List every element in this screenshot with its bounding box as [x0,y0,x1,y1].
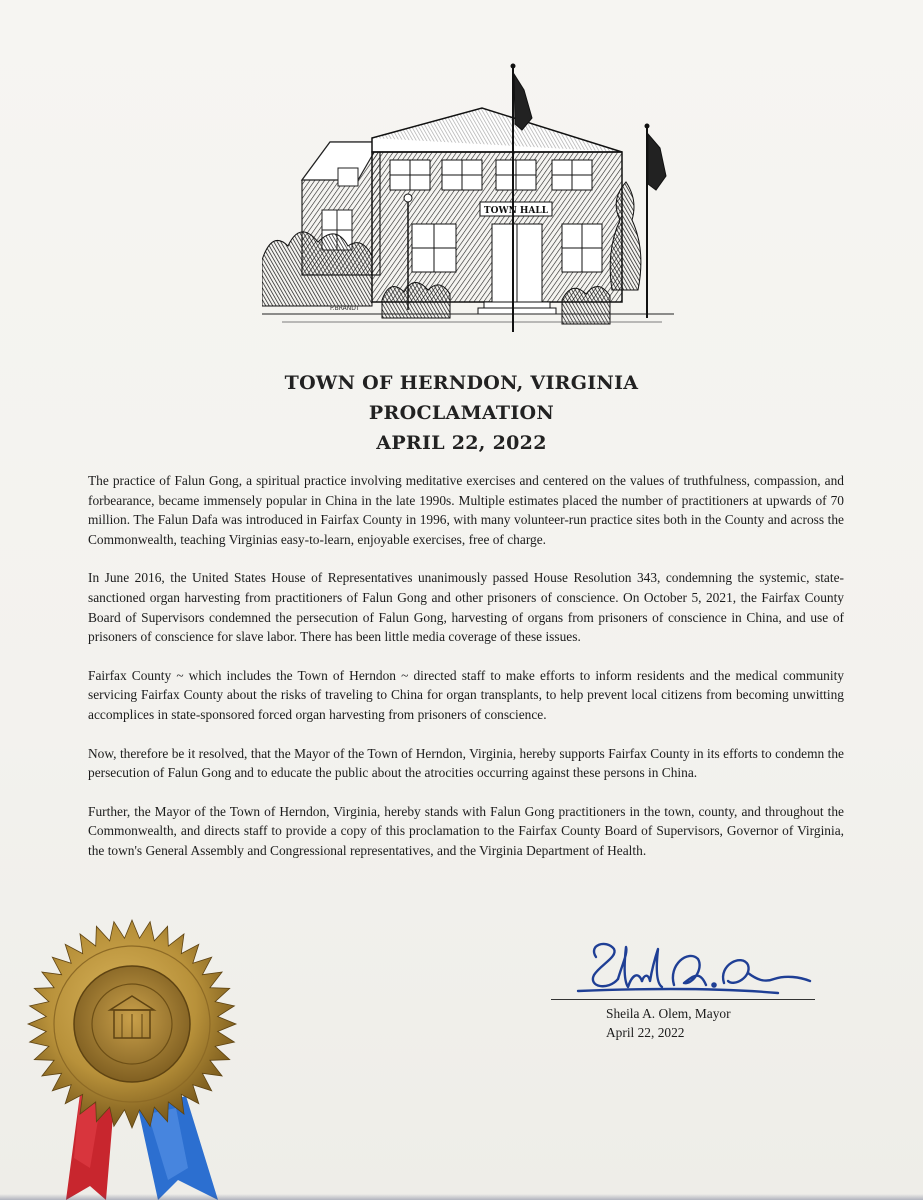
paragraph-3: Fairfax County ~ which includes the Town of Herndon ~ directed staff to make efforts to inform residents and the medical community servicing Fairfax County about the risks of traveling to China for organ transplants, to help prevent local citizens from becoming unwitting accomplices in state-sponsored forced organ harvesting from prisoners of conscience. [88,667,844,722]
town-hall-illustration [262,60,674,338]
signature-line [551,999,815,1000]
mayor-signature [548,935,828,1001]
heading-proclamation: PROCLAMATION [368,402,555,424]
paragraph-1: The practice of Falun Gong, a spiritual practice involving meditative exercises and centered on the values of truthfulness, compassion, and forbearance, became immensely popular in China in the late 1990s. Multiple estimates placed the number of practitioners at upwards of 70 million. The Falun Dafa was introduced in Fairfax County in 1996, with many volunteer-run practice sites both in the County and across the Commonwealth, teaching Virginias easy-to-learn, enjoyable exercises, free of charge. [88,473,844,547]
paragraph-4: Now, therefore be it resolved, that the Mayor of the Town of Herndon, Virginia, hereby supports Fairfax County in its efforts to condemn the persecution of Falun Gong and to educate the public about the atrocities occurring against these persons in China. [88,745,844,781]
town-hall-sign-text: TOWN HALL [483,206,549,216]
gold-seal [18,918,250,1200]
heading-town: TOWN OF HERNDON, VIRGINIA [284,372,639,394]
signer-name-title: Sheila A. Olem, Mayor [606,1006,731,1021]
page-bottom-edge [0,1194,923,1200]
illustration-artist-signature: P.BRANDT [330,305,360,312]
paragraph-2: In June 2016, the United States House of Representatives unanimously passed House Resolution 343, condemning the systemic, state-sanctioned organ harvesting from practitioners of Falun Gong and other prisoners of conscience. On October 5, 2021, the Fairfax County Board of Supervisors condemned the persecution of Falun Gong, harvesting of organs from prisoners of conscience in China, and use of prisoners of conscience for slave labor. There has been little media coverage of these issues. [88,570,844,645]
signer-block [606,1004,731,1042]
heading-date: APRIL 22, 2022 [376,432,547,454]
proclamation-headings [0,368,923,458]
signer-date: April 22, 2022 [606,1025,685,1040]
proclamation-body [88,471,844,880]
paragraph-5: Further, the Mayor of the Town of Herndon, Virginia, hereby stands with Falun Gong practitioners in the town, county, and throughout the Commonwealth, and directs staff to provide a copy of this proclamation to the Fairfax County Board of Supervisors, Governor of Virginia, the town's General Assembly and Congressional representatives, and the Virginia Department of Health. [88,803,844,858]
